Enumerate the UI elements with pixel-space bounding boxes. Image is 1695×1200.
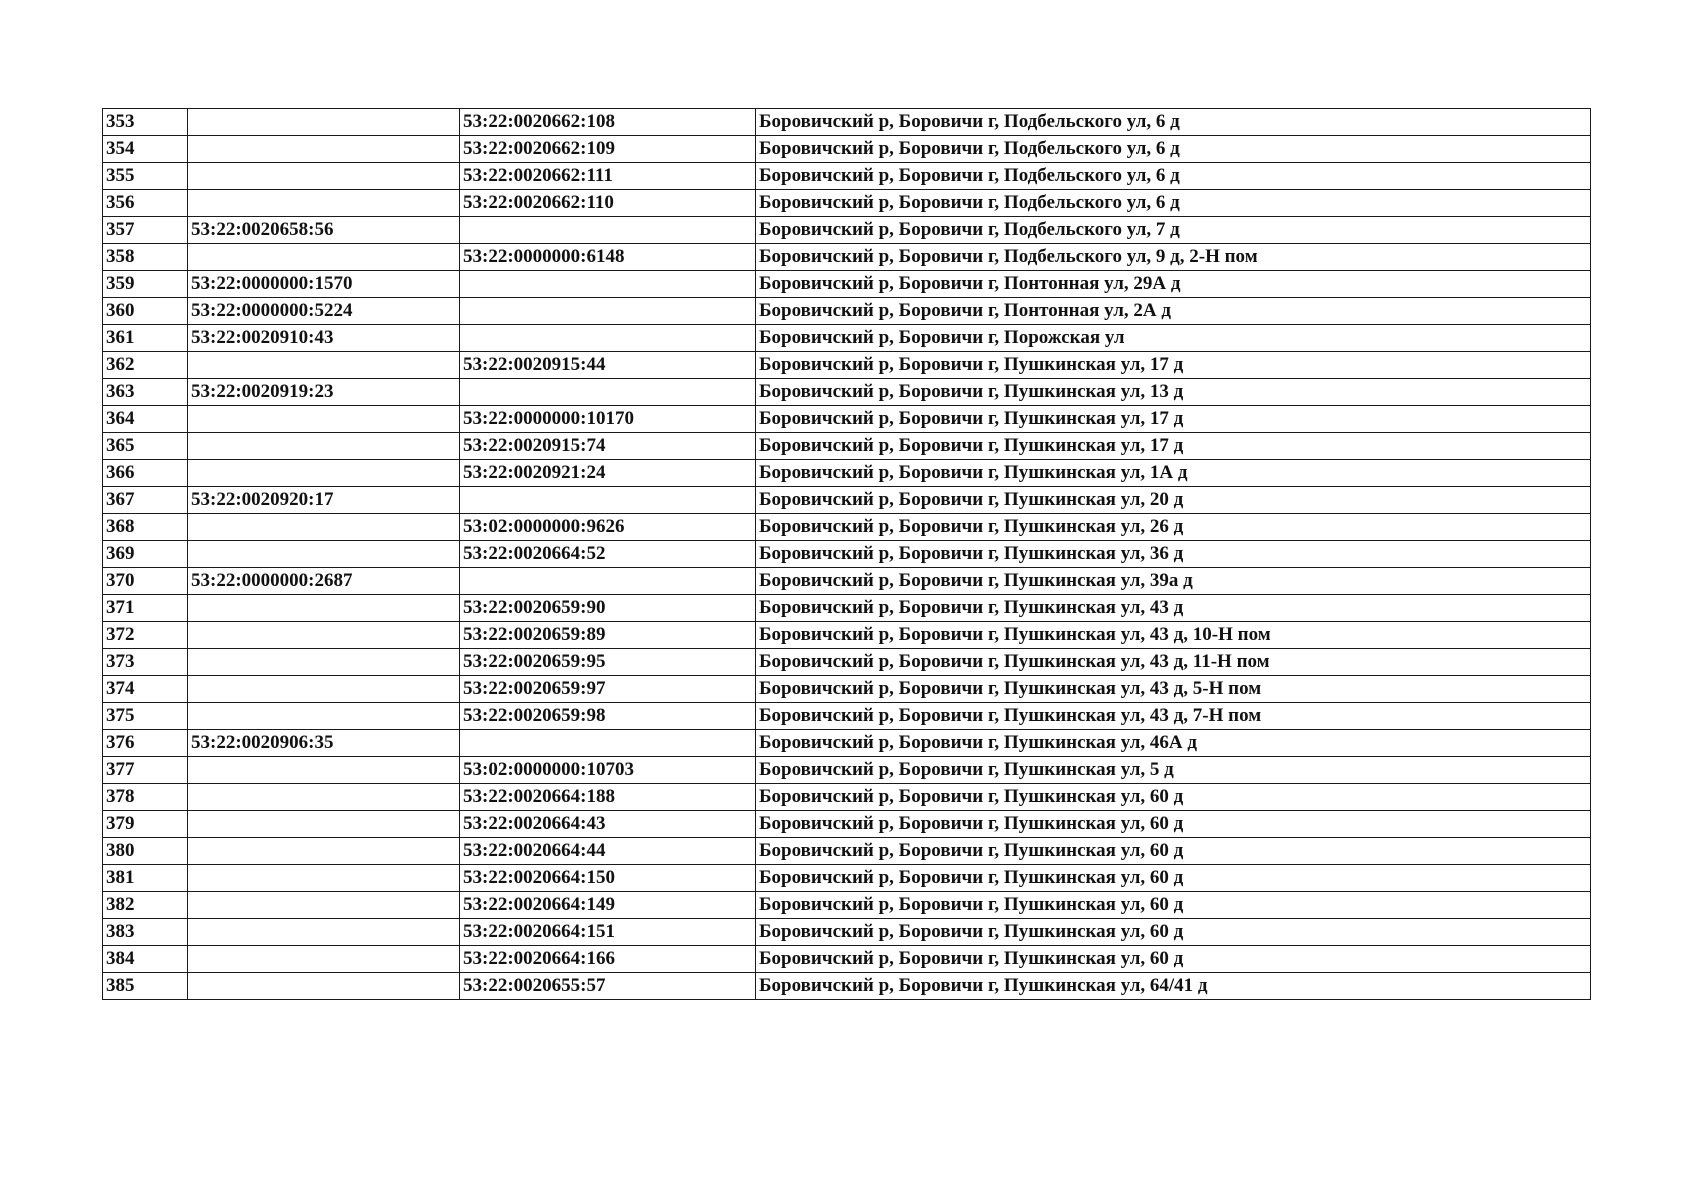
table-row	[103, 676, 1591, 703]
building-cadastral-number-cell	[460, 730, 756, 757]
row-number-cell: 360	[103, 298, 188, 325]
address-cell: Боровичский р, Боровичи г, Пушкинская ул, 60 д	[756, 919, 1591, 946]
address-cell: Боровичский р, Боровичи г, Подбельского ул, 6 д	[756, 136, 1591, 163]
table-row	[103, 460, 1591, 487]
row-number-cell: 376	[103, 730, 188, 757]
building-cadastral-number-cell: 53:22:0020664:44	[460, 838, 756, 865]
building-cadastral-number-cell: 53:02:0000000:10703	[460, 757, 756, 784]
building-cadastral-number-cell	[460, 487, 756, 514]
land-cadastral-number-cell	[188, 109, 460, 136]
land-cadastral-number-cell	[188, 946, 460, 973]
land-cadastral-number-cell	[188, 595, 460, 622]
building-cadastral-number-cell: 53:22:0020664:43	[460, 811, 756, 838]
building-cadastral-number-cell: 53:22:0020915:74	[460, 433, 756, 460]
row-number-cell: 384	[103, 946, 188, 973]
address-cell: Боровичский р, Боровичи г, Подбельского ул, 6 д	[756, 163, 1591, 190]
building-cadastral-number-cell	[460, 217, 756, 244]
land-cadastral-number-cell	[188, 433, 460, 460]
row-number-cell: 361	[103, 325, 188, 352]
table-row	[103, 163, 1591, 190]
land-cadastral-number-cell	[188, 649, 460, 676]
land-cadastral-number-cell	[188, 919, 460, 946]
row-number-cell: 369	[103, 541, 188, 568]
table-row	[103, 865, 1591, 892]
row-number-cell: 363	[103, 379, 188, 406]
building-cadastral-number-cell: 53:22:0020921:24	[460, 460, 756, 487]
land-cadastral-number-cell	[188, 190, 460, 217]
address-cell: Боровичский р, Боровичи г, Пушкинская ул, 64/41 д	[756, 973, 1591, 1000]
row-number-cell: 357	[103, 217, 188, 244]
land-cadastral-number-cell	[188, 622, 460, 649]
land-cadastral-number-cell: 53:22:0000000:1570	[188, 271, 460, 298]
land-cadastral-number-cell	[188, 244, 460, 271]
building-cadastral-number-cell: 53:22:0020659:89	[460, 622, 756, 649]
land-cadastral-number-cell: 53:22:0000000:2687	[188, 568, 460, 595]
address-cell: Боровичский р, Боровичи г, Пушкинская ул, 1А д	[756, 460, 1591, 487]
table-row	[103, 973, 1591, 1000]
address-cell: Боровичский р, Боровичи г, Пушкинская ул, 60 д	[756, 865, 1591, 892]
table-row	[103, 298, 1591, 325]
row-number-cell: 377	[103, 757, 188, 784]
address-cell: Боровичский р, Боровичи г, Понтонная ул, 2А д	[756, 298, 1591, 325]
address-cell: Боровичский р, Боровичи г, Пушкинская ул, 20 д	[756, 487, 1591, 514]
table-row	[103, 568, 1591, 595]
building-cadastral-number-cell	[460, 568, 756, 595]
table-row	[103, 109, 1591, 136]
building-cadastral-number-cell: 53:22:0020659:90	[460, 595, 756, 622]
address-cell: Боровичский р, Боровичи г, Пушкинская ул, 43 д, 7-Н пом	[756, 703, 1591, 730]
table-row	[103, 811, 1591, 838]
row-number-cell: 372	[103, 622, 188, 649]
row-number-cell: 371	[103, 595, 188, 622]
land-cadastral-number-cell: 53:22:0020910:43	[188, 325, 460, 352]
table-row	[103, 325, 1591, 352]
row-number-cell: 365	[103, 433, 188, 460]
land-cadastral-number-cell	[188, 406, 460, 433]
address-cell: Боровичский р, Боровичи г, Пушкинская ул, 43 д, 11-Н пом	[756, 649, 1591, 676]
building-cadastral-number-cell	[460, 379, 756, 406]
row-number-cell: 359	[103, 271, 188, 298]
row-number-cell: 381	[103, 865, 188, 892]
building-cadastral-number-cell: 53:22:0000000:6148	[460, 244, 756, 271]
table-row	[103, 757, 1591, 784]
land-cadastral-number-cell	[188, 811, 460, 838]
address-cell: Боровичский р, Боровичи г, Пушкинская ул, 43 д, 5-Н пом	[756, 676, 1591, 703]
row-number-cell: 358	[103, 244, 188, 271]
land-cadastral-number-cell	[188, 541, 460, 568]
land-cadastral-number-cell	[188, 892, 460, 919]
land-cadastral-number-cell	[188, 865, 460, 892]
building-cadastral-number-cell: 53:22:0020664:188	[460, 784, 756, 811]
row-number-cell: 380	[103, 838, 188, 865]
land-cadastral-number-cell	[188, 514, 460, 541]
address-cell: Боровичский р, Боровичи г, Пушкинская ул, 60 д	[756, 892, 1591, 919]
land-cadastral-number-cell	[188, 676, 460, 703]
address-cell: Боровичский р, Боровичи г, Пушкинская ул, 17 д	[756, 433, 1591, 460]
row-number-cell: 373	[103, 649, 188, 676]
property-register-table	[102, 108, 1591, 1000]
building-cadastral-number-cell: 53:22:0020662:110	[460, 190, 756, 217]
row-number-cell: 367	[103, 487, 188, 514]
land-cadastral-number-cell: 53:22:0020658:56	[188, 217, 460, 244]
land-cadastral-number-cell	[188, 757, 460, 784]
table-row	[103, 217, 1591, 244]
address-cell: Боровичский р, Боровичи г, Пушкинская ул, 26 д	[756, 514, 1591, 541]
building-cadastral-number-cell: 53:02:0000000:9626	[460, 514, 756, 541]
table-row	[103, 919, 1591, 946]
land-cadastral-number-cell	[188, 163, 460, 190]
building-cadastral-number-cell: 53:22:0020659:95	[460, 649, 756, 676]
table-row	[103, 190, 1591, 217]
building-cadastral-number-cell: 53:22:0020664:52	[460, 541, 756, 568]
land-cadastral-number-cell	[188, 973, 460, 1000]
address-cell: Боровичский р, Боровичи г, Подбельского ул, 6 д	[756, 109, 1591, 136]
land-cadastral-number-cell	[188, 784, 460, 811]
building-cadastral-number-cell: 53:22:0020655:57	[460, 973, 756, 1000]
building-cadastral-number-cell: 53:22:0020664:151	[460, 919, 756, 946]
land-cadastral-number-cell: 53:22:0020919:23	[188, 379, 460, 406]
building-cadastral-number-cell	[460, 271, 756, 298]
table-row	[103, 379, 1591, 406]
building-cadastral-number-cell: 53:22:0020664:149	[460, 892, 756, 919]
building-cadastral-number-cell: 53:22:0000000:10170	[460, 406, 756, 433]
table-row	[103, 136, 1591, 163]
land-cadastral-number-cell: 53:22:0020906:35	[188, 730, 460, 757]
table-row	[103, 514, 1591, 541]
row-number-cell: 356	[103, 190, 188, 217]
table-row	[103, 703, 1591, 730]
address-cell: Боровичский р, Боровичи г, Пушкинская ул, 17 д	[756, 406, 1591, 433]
row-number-cell: 354	[103, 136, 188, 163]
address-cell: Боровичский р, Боровичи г, Пушкинская ул, 39а д	[756, 568, 1591, 595]
table-row	[103, 244, 1591, 271]
land-cadastral-number-cell	[188, 136, 460, 163]
table-row	[103, 406, 1591, 433]
row-number-cell: 385	[103, 973, 188, 1000]
table-row	[103, 352, 1591, 379]
table-row	[103, 433, 1591, 460]
address-cell: Боровичский р, Боровичи г, Подбельского ул, 9 д, 2-Н пом	[756, 244, 1591, 271]
address-cell: Боровичский р, Боровичи г, Пушкинская ул, 43 д, 10-Н пом	[756, 622, 1591, 649]
address-cell: Боровичский р, Боровичи г, Подбельского ул, 7 д	[756, 217, 1591, 244]
building-cadastral-number-cell: 53:22:0020662:111	[460, 163, 756, 190]
row-number-cell: 374	[103, 676, 188, 703]
building-cadastral-number-cell: 53:22:0020915:44	[460, 352, 756, 379]
address-cell: Боровичский р, Боровичи г, Пушкинская ул, 46А д	[756, 730, 1591, 757]
table-row	[103, 784, 1591, 811]
address-cell: Боровичский р, Боровичи г, Пушкинская ул, 60 д	[756, 838, 1591, 865]
row-number-cell: 362	[103, 352, 188, 379]
land-cadastral-number-cell	[188, 352, 460, 379]
address-cell: Боровичский р, Боровичи г, Пушкинская ул, 17 д	[756, 352, 1591, 379]
land-cadastral-number-cell	[188, 460, 460, 487]
table-row	[103, 622, 1591, 649]
building-cadastral-number-cell: 53:22:0020664:166	[460, 946, 756, 973]
row-number-cell: 375	[103, 703, 188, 730]
building-cadastral-number-cell: 53:22:0020664:150	[460, 865, 756, 892]
building-cadastral-number-cell: 53:22:0020659:97	[460, 676, 756, 703]
table-row	[103, 271, 1591, 298]
table-row	[103, 730, 1591, 757]
address-cell: Боровичский р, Боровичи г, Пушкинская ул, 60 д	[756, 811, 1591, 838]
table-body	[103, 109, 1591, 1000]
address-cell: Боровичский р, Боровичи г, Пушкинская ул, 36 д	[756, 541, 1591, 568]
table-row	[103, 838, 1591, 865]
table-row	[103, 595, 1591, 622]
row-number-cell: 370	[103, 568, 188, 595]
table-row	[103, 649, 1591, 676]
table-row	[103, 541, 1591, 568]
row-number-cell: 382	[103, 892, 188, 919]
table-row	[103, 946, 1591, 973]
address-cell: Боровичский р, Боровичи г, Пушкинская ул, 60 д	[756, 946, 1591, 973]
row-number-cell: 355	[103, 163, 188, 190]
address-cell: Боровичский р, Боровичи г, Порожская ул	[756, 325, 1591, 352]
building-cadastral-number-cell: 53:22:0020659:98	[460, 703, 756, 730]
building-cadastral-number-cell	[460, 298, 756, 325]
address-cell: Боровичский р, Боровичи г, Подбельского ул, 6 д	[756, 190, 1591, 217]
table-row	[103, 892, 1591, 919]
address-cell: Боровичский р, Боровичи г, Понтонная ул, 29А д	[756, 271, 1591, 298]
row-number-cell: 364	[103, 406, 188, 433]
address-cell: Боровичский р, Боровичи г, Пушкинская ул, 43 д	[756, 595, 1591, 622]
land-cadastral-number-cell: 53:22:0020920:17	[188, 487, 460, 514]
row-number-cell: 368	[103, 514, 188, 541]
land-cadastral-number-cell: 53:22:0000000:5224	[188, 298, 460, 325]
row-number-cell: 353	[103, 109, 188, 136]
row-number-cell: 383	[103, 919, 188, 946]
building-cadastral-number-cell: 53:22:0020662:108	[460, 109, 756, 136]
land-cadastral-number-cell	[188, 703, 460, 730]
table-row	[103, 487, 1591, 514]
row-number-cell: 366	[103, 460, 188, 487]
address-cell: Боровичский р, Боровичи г, Пушкинская ул, 5 д	[756, 757, 1591, 784]
row-number-cell: 378	[103, 784, 188, 811]
row-number-cell: 379	[103, 811, 188, 838]
address-cell: Боровичский р, Боровичи г, Пушкинская ул, 60 д	[756, 784, 1591, 811]
land-cadastral-number-cell	[188, 838, 460, 865]
building-cadastral-number-cell: 53:22:0020662:109	[460, 136, 756, 163]
address-cell: Боровичский р, Боровичи г, Пушкинская ул, 13 д	[756, 379, 1591, 406]
building-cadastral-number-cell	[460, 325, 756, 352]
